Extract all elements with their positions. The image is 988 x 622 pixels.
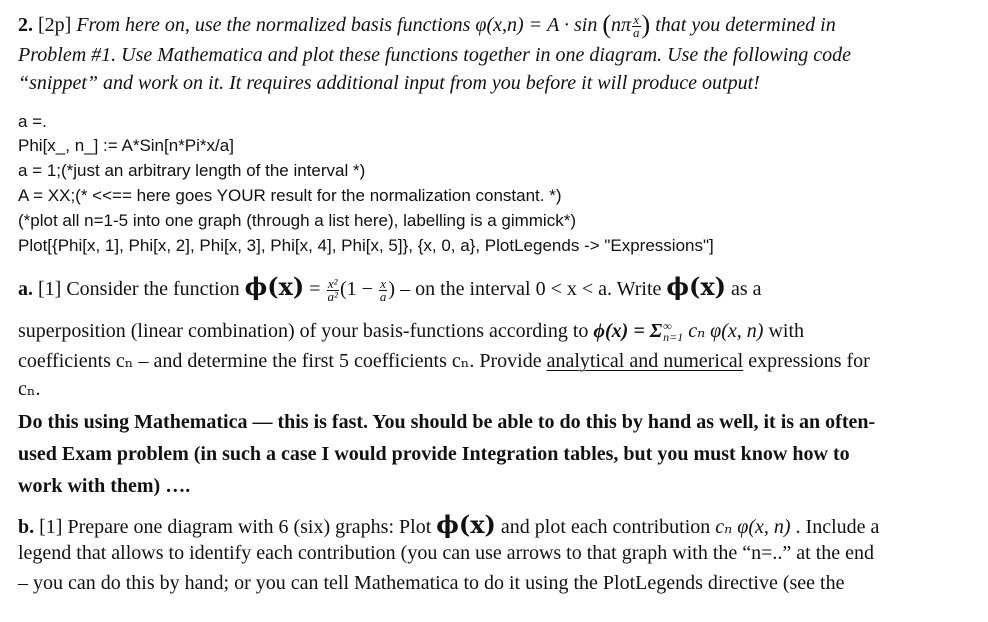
as-a-text: as a bbox=[726, 278, 762, 300]
phi-function-3: ϕ(x) bbox=[436, 510, 496, 539]
part-a-line-4: cₙ. bbox=[18, 378, 41, 400]
problem-2-line-3: “snippet” and work on it. It requires additional input from you before it will produce output! bbox=[18, 72, 760, 94]
x2-over-a2-fraction bbox=[327, 275, 339, 304]
contribution-expr: cₙ φ(x, n) bbox=[715, 516, 791, 538]
sum-rest: cₙ φ(x, n) bbox=[683, 320, 764, 342]
code-line-6: Plot[{Phi[x, 1], Phi[x, 2], Phi[x, 3], Phi[x, 4], Phi[x, 5]}, {x, 0, a}, PlotLegends -> "Expressions"] bbox=[18, 236, 714, 255]
phi-function: ϕ(x) bbox=[244, 272, 305, 301]
n-pi: nπ bbox=[611, 14, 632, 36]
x2: x² bbox=[327, 275, 338, 291]
code-line-3: a = 1;(*just an arbitrary length of the interval *) bbox=[18, 161, 366, 180]
part-a-line-1 bbox=[18, 272, 762, 303]
open-paren: ( bbox=[602, 10, 611, 39]
sum-lower-limit: n=1 bbox=[663, 330, 684, 345]
sum-upper-limit: ∞ bbox=[663, 319, 672, 334]
part-b-line-1 bbox=[18, 510, 879, 539]
with-text: with bbox=[763, 320, 805, 342]
x-over-a-fraction bbox=[632, 11, 641, 40]
part-b-line-2: legend that allows to identify each contribution (you can use arrows to that graph with the “n=..” at the end bbox=[18, 542, 875, 564]
superposition-text: superposition (linear combination) of your basis-functions according to bbox=[18, 320, 594, 342]
part-b-label: b. bbox=[18, 516, 35, 538]
coefficients-text: coefficients cₙ – and determine the first 5 coefficients cₙ. Provide bbox=[18, 350, 547, 372]
fraction-denominator: a bbox=[633, 24, 640, 40]
basis-function-formula: φ(x,n) = A · sin bbox=[475, 14, 598, 36]
code-line-5: (*plot all n=1-5 into one graph (through a list here), labelling is a gimmick*) bbox=[18, 211, 576, 230]
note-line-3: work with them) …. bbox=[18, 475, 191, 497]
problem-2-line-2: Problem #1. Use Mathematica and plot these functions together in one diagram. Use the following code bbox=[18, 44, 852, 66]
part-b-text-3: . Include a bbox=[790, 516, 880, 538]
sum-expression: ϕ(x) = Σ bbox=[593, 320, 663, 342]
part-a-label: a. bbox=[18, 278, 33, 300]
equals: = bbox=[304, 278, 326, 300]
part-b-line-3: – you can do this by hand; or you can tell Mathematica to do it using the PlotLegends directive (see the bbox=[18, 572, 845, 594]
code-line-1: a =. bbox=[18, 112, 47, 131]
expressions-for-text: expressions for bbox=[743, 350, 870, 372]
problem-2-text-end: that you determined in bbox=[650, 14, 836, 36]
a: a bbox=[379, 288, 387, 304]
problem-2-text: From here on, use the normalized basis functions bbox=[76, 14, 476, 36]
note-line-1: Do this using Mathematica — this is fast. You should be able to do this by hand as well, it is an often- bbox=[18, 411, 876, 433]
part-b-text: [1] Prepare one diagram with 6 (six) graphs: Plot bbox=[34, 516, 437, 538]
part-b-text-2: and plot each contribution bbox=[495, 516, 716, 538]
part-a-points: [1] Consider the function bbox=[33, 278, 245, 300]
problem-2-line-1 bbox=[18, 10, 836, 40]
fraction-numerator: x bbox=[633, 11, 640, 27]
sum-limits bbox=[663, 321, 683, 343]
code-line-2: Phi[x_, n_] := A*Sin[n*Pi*x/a] bbox=[18, 136, 234, 155]
a2: a² bbox=[327, 288, 338, 304]
problem-number: 2. bbox=[18, 14, 33, 36]
interval-text: – on the interval 0 < x < a. Write bbox=[395, 278, 667, 300]
close-paren: ) bbox=[641, 10, 651, 39]
problem-points: [2p] bbox=[33, 14, 77, 36]
part-a-line-2 bbox=[18, 318, 804, 343]
part-a-line-3 bbox=[18, 348, 870, 373]
phi-function-2: ϕ(x) bbox=[666, 272, 727, 301]
code-line-4: A = XX;(* <<== here goes YOUR result for the normalization constant. *) bbox=[18, 186, 562, 205]
close-paren-2: ) bbox=[388, 278, 396, 300]
underlined-text: analytical and numerical bbox=[546, 350, 744, 372]
note-line-2: used Exam problem (in such a case I would provide Integration tables, but you must know how to bbox=[18, 443, 850, 465]
x-over-a-fraction-2 bbox=[379, 275, 388, 304]
x: x bbox=[380, 275, 387, 291]
one-minus: (1 − bbox=[339, 278, 378, 300]
